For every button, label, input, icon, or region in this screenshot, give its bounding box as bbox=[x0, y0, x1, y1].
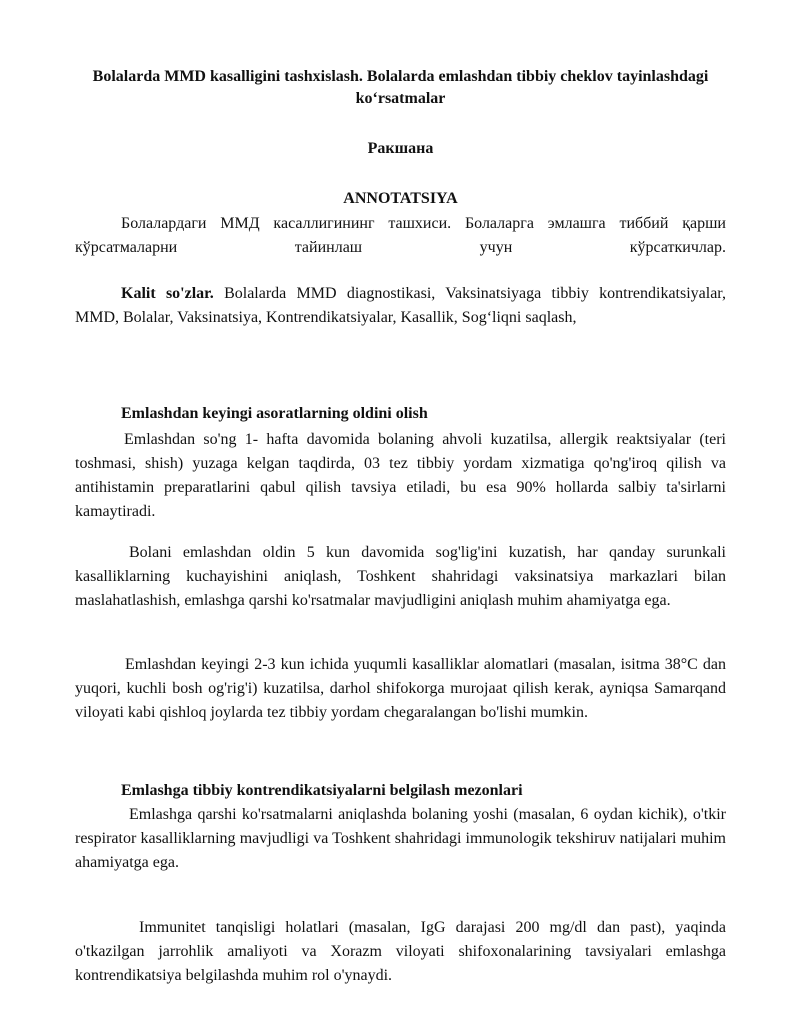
annotation-heading: ANNOTATSIYA bbox=[343, 190, 458, 207]
keywords-text: Bolalarda MMD diagnostikasi, Vaksinatsiyaga tibbiy kontrendikatsiyalar, MMD, Bolalar, Vaksinatsiya, Kontrendikatsiyalar, Kasallik, Sog‘liqni saqlash, bbox=[75, 285, 726, 326]
section-heading: Emlashdan keyingi asoratlarning oldini olish bbox=[121, 405, 428, 422]
document-title: Bolalarda MMD kasalligini tashxislash. Bolalarda emlashdan tibbiy cheklov tayinlashdagi ko‘rsatmalar bbox=[92, 68, 709, 107]
annotation-text: Болалардаги ММД касаллигининг ташхиси. Болаларга эмлашга тиббий қарши кўрсатмаларни тайинлаш учун кўрсаткичлар. bbox=[75, 215, 726, 256]
body-paragraph: Bolani emlashdan oldin 5 kun davomida sog'lig'ini kuzatish, har qanday surunkali kasalliklarning kuchayishini aniqlash, Toshkent shahridagi vaksinatsiya markazlari bilan maslahatlashish, emlashga qarshi ko'rsatmalar mavjudligini aniqlash muhim ahamiyatga ega. bbox=[75, 544, 726, 609]
document-author: Ракшана bbox=[367, 140, 434, 157]
body-paragraph: Emlashdan so'ng 1- hafta davomida bolaning ahvoli kuzatilsa, allergik reaktsiyalar (teri toshmasi, shish) yuzaga kelgan taqdirda, 03 tez tibbiy yordam xizmatiga qo'ng'iroq qilish va antihistamin preparatlarini qabul qilish tavsiya etiladi, bu esa 90% hollarda salbiy ta'sirlarni kamaytiradi. bbox=[75, 431, 726, 520]
body-paragraph: Emlashga qarshi ko'rsatmalarni aniqlashda bolaning yoshi (masalan, 6 oydan kichik), o'tkir respirator kasalliklarning mavjudligi va Toshkent shahridagi immunologik tekshiruv natijalari muhim ahamiyatga ega. bbox=[75, 806, 726, 871]
keywords-label: Kalit so'zlar. bbox=[121, 285, 214, 302]
section-heading: Emlashga tibbiy kontrendikatsiyalarni belgilash mezonlari bbox=[121, 782, 523, 799]
body-paragraph: Immunitet tanqisligi holatlari (masalan, IgG darajasi 200 mg/dl dan past), yaqinda o'tkazilgan jarrohlik amaliyoti va Xorazm viloyati shifoxonalarining tavsiyalari emlashga kontrendikatsiya belgilashda muhim rol o'ynaydi. bbox=[75, 919, 726, 984]
body-paragraph: Emlashdan keyingi 2-3 kun ichida yuqumli kasalliklar alomatlari (masalan, isitma 38°C dan yuqori, kuchli bosh og'rig'i) kuzatilsa, darhol shifokorga murojaat qilish kerak, ayniqsa Samarqand viloyati kabi qishloq joylarda tez tibbiy yordam chegaralangan bo'lishi mumkin. bbox=[75, 656, 726, 721]
keywords-paragraph bbox=[75, 282, 726, 330]
